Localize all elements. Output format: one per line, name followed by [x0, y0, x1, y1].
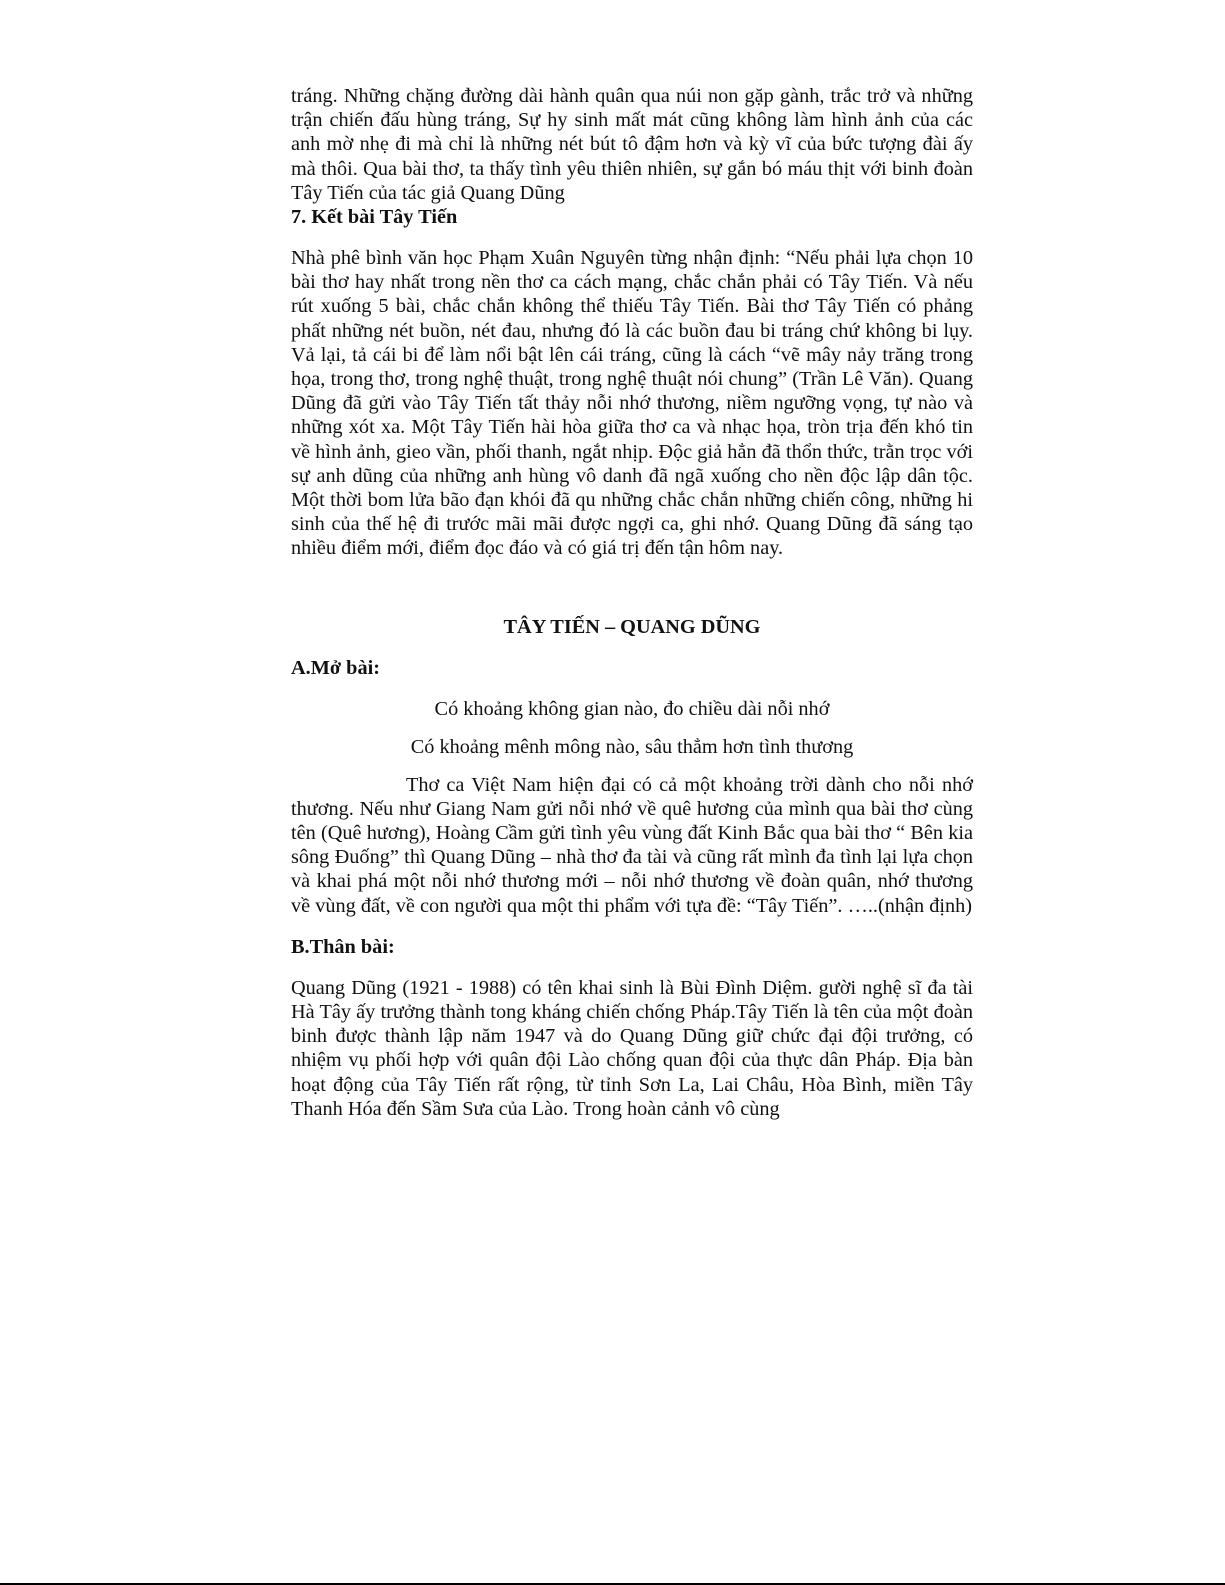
intro-paragraph: tráng. Những chặng đường dài hành quân qua núi non gặp gành, trắc trở và những trận chiến đấu hùng tráng, Sự hy sinh mất mát cũng không làm hình ảnh của các anh mờ nhẹ đi mà chỉ là những nét bút tô đậm hơn và kỳ vĩ của bức tượng đài ấy mà thôi. Qua bài thơ, ta thấy tình yêu thiên nhiên, sự gắn bó máu thịt với binh đoàn Tây Tiến của tác giả Quang Dũng — [291, 85, 973, 204]
section-b-heading: B.Thân bài: — [291, 935, 395, 958]
verse-line-2: Có khoảng mênh mông nào, sâu thẳm hơn tình thương — [410, 735, 854, 758]
section-a-paragraph: Thơ ca Việt Nam hiện đại có cả một khoảng trời dành cho nỗi nhớ thương. Nếu như Giang Nam gửi nỗi nhớ về quê hương của mình qua bài thơ cùng tên (Quê hương), Hoàng Cầm gửi tình yêu vùng đất Kinh Bắc qua bài thơ “ Bên kia sông Đuống” thì Quang Dũng – nhà thơ đa tài và cũng rất mình đa tình lại lựa chọn và khai phá một nỗi nhớ thương mới – nỗi nhớ thương về đoàn quân, nhớ thương về vùng đất, về con người qua một thi phẩm với tựa đề: “Tây Tiến”. …..(nhận định) — [291, 773, 973, 917]
document-page — [291, 84, 973, 1121]
section7-heading: 7. Kết bài Tây Tiến — [291, 206, 458, 229]
verse-line-1: Có khoảng không gian nào, đo chiều dài nỗi nhớ — [434, 697, 830, 720]
section7-paragraph: Nhà phê bình văn học Phạm Xuân Nguyên từng nhận định: “Nếu phải lựa chọn 10 bài thơ hay nhất trong nền thơ ca cách mạng, chắc chắn phải có Tây Tiến. Và nếu rút xuống 5 bài, chắc chắn không thể thiếu Tây Tiến. Bài thơ Tây Tiến có phảng phất những nét buồn, nét đau, nhưng đó là các buồn đau bi tráng chứ không bi lụy. Vả lại, tả cái bi để làm nổi bật lên cái tráng, cũng là cách “vẽ mây nảy trăng trong họa, trong thơ, trong nghệ thuật, trong nghệ thuật nói chung” (Trần Lê Văn). Quang Dũng đã gửi vào Tây Tiến tất thảy nỗi nhớ thương, niềm ngưỡng vọng, tự nào và những xót xa. Một Tây Tiến hài hòa giữa thơ ca và nhạc họa, tròn trịa đến khó tin về hình ảnh, gieo vần, phối thanh, ngắt nhịp. Độc giả hẳn đã thổn thức, trằn trọc với sự anh dũng của những anh hùng vô danh đã ngã xuống cho nền độc lập dân tộc. Một thời bom lửa bão đạn khói đã qu những chắc chắn những chiến công, những hi sinh của thế hệ đi trước mãi mãi được ngợi ca, ghi nhớ. Quang Dũng đã sáng tạo nhiều điểm mới, điểm đọc đáo và có giá trị đến tận hôm nay. — [291, 247, 973, 560]
main-title: TÂY TIẾN – QUANG DŨNG — [503, 615, 761, 638]
section-b-paragraph: Quang Dũng (1921 - 1988) có tên khai sinh là Bùi Đình Diệm. gười nghệ sĩ đa tài Hà Tây ấy trưởng thành tong kháng chiến chống Pháp.Tây Tiến là tên của một đoàn binh được thành lập năm 1947 và do Quang Dũng giữ chức đại đội trưởng, có nhiệm vụ phối hợp với quân đội Lào chống quan đội của thực dân Pháp. Địa bàn hoạt động của Tây Tiến rất rộng, từ tỉnh Sơn La, Lai Châu, Hòa Bình, miền Tây Thanh Hóa đến Sầm Sưa của Lào. Trong hoàn cảnh vô cùng — [291, 976, 973, 1120]
section-a-heading: A.Mở bài: — [291, 656, 380, 679]
